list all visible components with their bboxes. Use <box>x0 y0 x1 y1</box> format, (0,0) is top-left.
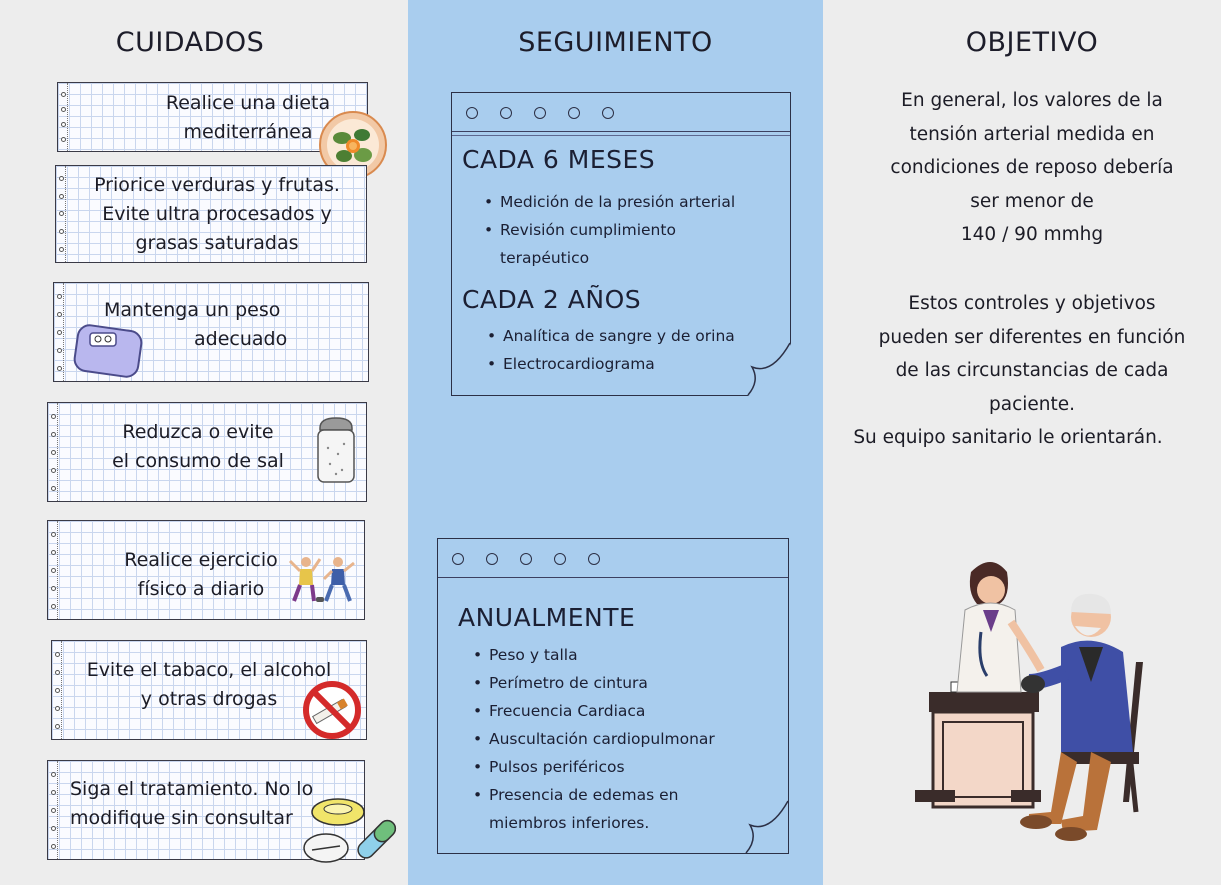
list-item: • Presencia de edemas en <box>469 781 715 809</box>
cuidados-column <box>0 0 408 885</box>
list-item: • Analítica de sangre y de orina <box>483 322 735 350</box>
list-item: • Revisión cumplimiento <box>480 216 735 244</box>
text-line: pueden ser diferentes en función <box>878 326 1186 348</box>
doctor-patient-illustration <box>911 552 1161 852</box>
text-line: tensión arterial medida en <box>909 123 1155 145</box>
note-rings <box>466 107 614 119</box>
note-rings <box>452 553 600 565</box>
care-card-line: Reduzca o evite <box>122 421 274 443</box>
seguimiento-title: SEGUIMIENTO <box>518 27 713 58</box>
text-line: de las circunstancias de cada <box>895 360 1169 382</box>
list-2-years <box>483 322 735 378</box>
scale-icon <box>72 322 144 378</box>
section-heading-2-years: CADA 2 AÑOS <box>462 285 642 314</box>
care-card-line: el consumo de sal <box>112 450 284 472</box>
objetivo-title: OBJETIVO <box>965 27 1099 58</box>
followup-note-annual <box>437 538 789 854</box>
care-card-line: físico a diario <box>137 578 265 600</box>
care-card-line: grasas saturadas <box>135 232 299 254</box>
care-card-line: Realice ejercicio <box>124 549 278 571</box>
seguimiento-column <box>408 0 823 885</box>
care-card-line: mediterránea <box>183 121 313 143</box>
text-line: Estos controles y objetivos <box>908 293 1156 314</box>
exercise-people-icon <box>286 553 360 605</box>
list-item-continuation: terapéutico <box>500 249 590 267</box>
section-heading-annual: ANUALMENTE <box>458 603 636 632</box>
text-line: paciente. <box>988 393 1075 415</box>
care-card-line: Evite ultra procesados y <box>102 203 332 225</box>
text-line: condiciones de reposo debería <box>890 157 1174 179</box>
cuidados-title: CUIDADOS <box>115 27 265 58</box>
list-item: • Peso y talla <box>469 641 715 669</box>
care-card-line: Realice una dieta <box>165 92 331 114</box>
list-item-continuation: miembros inferiores. <box>489 814 650 832</box>
care-card-line: Siga el tratamiento. No lo <box>70 778 314 800</box>
blood-pressure-target: 140 / 90 mmhg <box>960 224 1104 246</box>
care-card-line: Priorice verduras y frutas. <box>94 174 340 196</box>
care-card-line: Mantenga un peso <box>104 299 281 321</box>
objective-paragraph-2 <box>823 287 1221 455</box>
objective-paragraph-1 <box>823 84 1221 252</box>
page-fold-icon <box>746 341 792 397</box>
care-card-vegetables <box>55 165 367 263</box>
text-line: En general, los valores de la <box>901 90 1163 111</box>
list-item: • Pulsos periféricos <box>469 753 715 781</box>
care-card-line: Evite el tabaco, el alcohol <box>86 659 332 681</box>
no-smoking-icon <box>302 680 362 740</box>
list-item: • Electrocardiograma <box>483 350 735 378</box>
care-card-line: modifique sin consultar <box>70 807 293 829</box>
pills-icon <box>298 790 398 870</box>
care-card-line: adecuado <box>194 328 288 350</box>
objetivo-column <box>823 0 1221 885</box>
page-fold-icon <box>744 799 790 855</box>
list-6-months <box>480 188 735 272</box>
text-line: ser menor de <box>970 190 1094 212</box>
list-item: • Frecuencia Cardiaca <box>469 697 715 725</box>
care-card-line: y otras drogas <box>140 688 278 710</box>
section-heading-6-months: CADA 6 MESES <box>462 145 656 174</box>
list-annual <box>469 641 715 837</box>
text-line: Su equipo sanitario le orientarán. <box>853 427 1163 449</box>
list-item: • Perímetro de cintura <box>469 669 715 697</box>
list-item: • Medición de la presión arterial <box>480 188 735 216</box>
followup-note-periodic <box>451 92 791 396</box>
list-item: • Auscultación cardiopulmonar <box>469 725 715 753</box>
salt-shaker-icon <box>312 414 360 486</box>
